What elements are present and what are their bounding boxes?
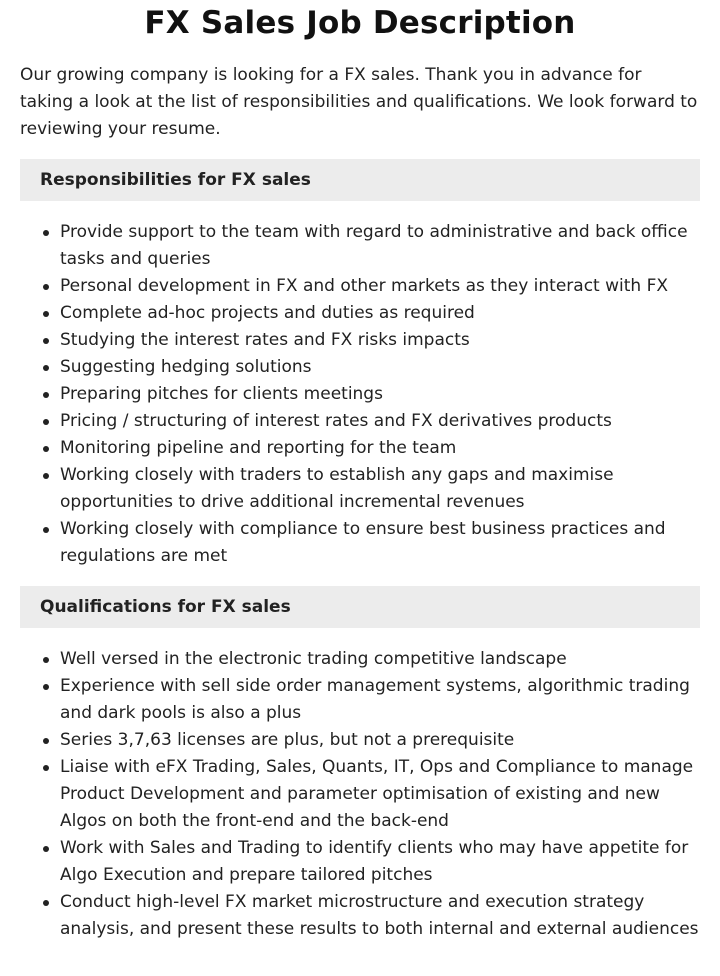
list-item: Conduct high-level FX market microstructure and execution strategy analysis, and present these results to both internal and external audiences <box>60 889 700 943</box>
list-item: Working closely with compliance to ensure best business practices and regulations are met <box>60 516 700 570</box>
list-item: Liaise with eFX Trading, Sales, Quants, IT, Ops and Compliance to manage Product Development and parameter optimisation of existing and new Algos on both the front-end and the back-end <box>60 754 700 835</box>
qualifications-header: Qualifications for FX sales <box>20 586 700 628</box>
list-item: Preparing pitches for clients meetings <box>60 381 700 408</box>
list-item: Monitoring pipeline and reporting for the team <box>60 435 700 462</box>
responsibilities-list <box>20 219 700 570</box>
list-item: Work with Sales and Trading to identify clients who may have appetite for Algo Execution and prepare tailored pitches <box>60 835 700 889</box>
list-item: Series 3,7,63 licenses are plus, but not a prerequisite <box>60 727 700 754</box>
list-item: Complete ad-hoc projects and duties as required <box>60 300 700 327</box>
list-item: Studying the interest rates and FX risks impacts <box>60 327 700 354</box>
intro-paragraph: Our growing company is looking for a FX sales. Thank you in advance for taking a look at the list of responsibilities and qualifications. We look forward to reviewing your resume. <box>20 65 698 139</box>
responsibilities-header: Responsibilities for FX sales <box>20 159 700 201</box>
list-item: Provide support to the team with regard to administrative and back office tasks and queries <box>60 219 700 273</box>
qualifications-list <box>20 646 700 943</box>
list-item: Suggesting hedging solutions <box>60 354 700 381</box>
list-item: Personal development in FX and other markets as they interact with FX <box>60 273 700 300</box>
list-item: Experience with sell side order management systems, algorithmic trading and dark pools is also a plus <box>60 673 700 727</box>
page-title: FX Sales Job Description <box>144 5 576 41</box>
list-item: Well versed in the electronic trading competitive landscape <box>60 646 700 673</box>
list-item: Pricing / structuring of interest rates and FX derivatives products <box>60 408 700 435</box>
list-item: Working closely with traders to establish any gaps and maximise opportunities to drive additional incremental revenues <box>60 462 700 516</box>
